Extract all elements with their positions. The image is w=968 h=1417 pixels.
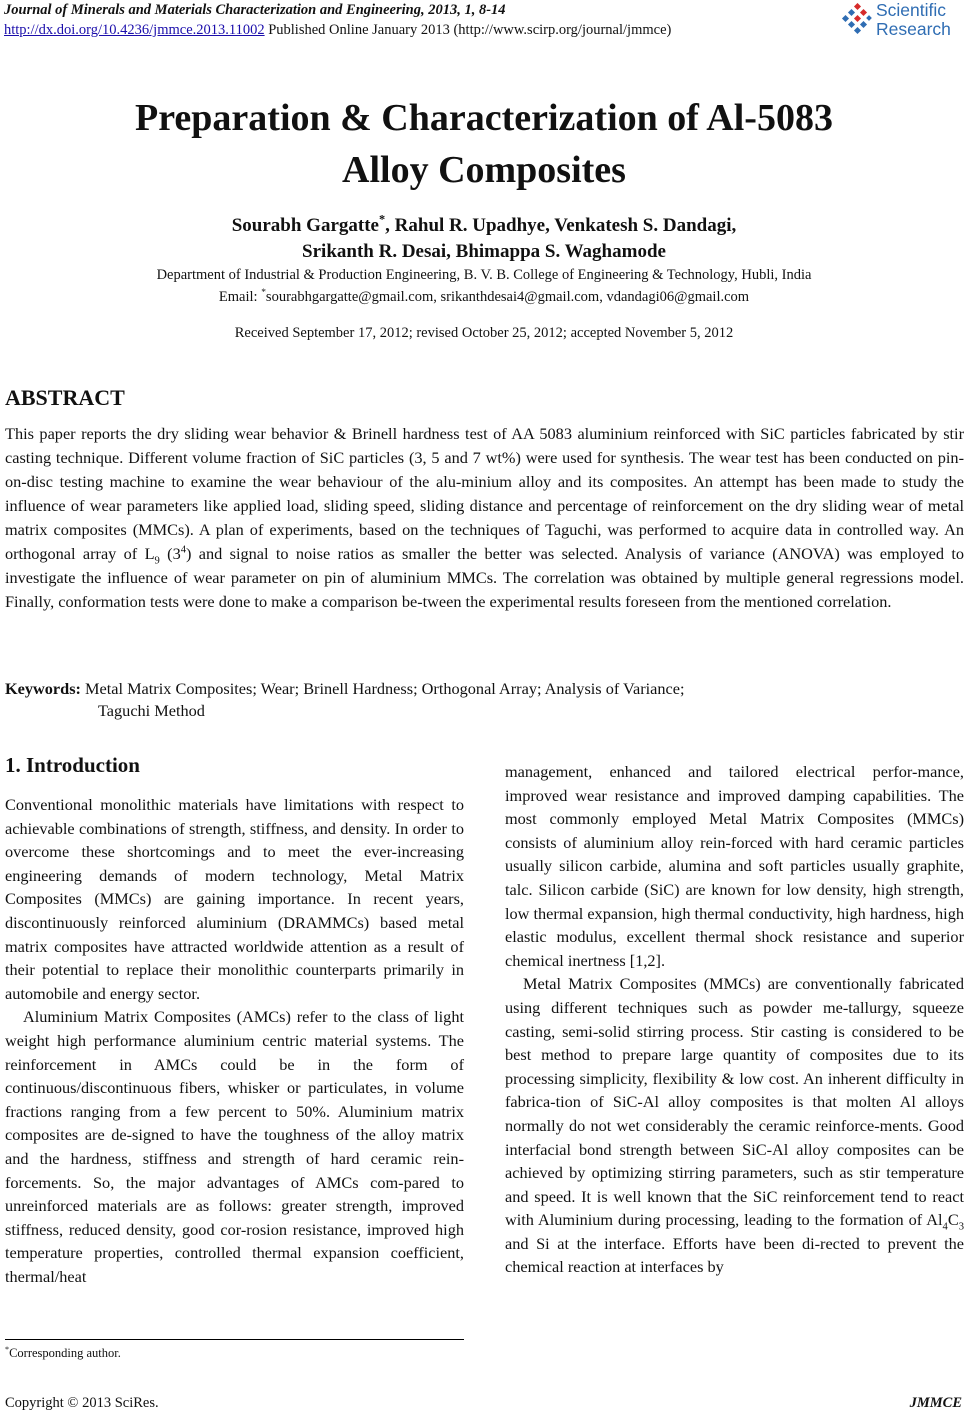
keywords-list: Metal Matrix Composites; Wear; Brinell Hardness; Orthogonal Array; Analysis of Variance; — [80, 679, 685, 698]
email-label: Email: — [218, 289, 262, 305]
left-column — [5, 793, 464, 1288]
intro-paragraph-4-part2: and Si at the interface. Efforts have been di-rected to prevent the chemical reaction at interfaces by — [505, 1233, 964, 1277]
corresponding-author-name: Sourabh Gargatte — [231, 215, 379, 236]
paper-title — [0, 92, 968, 196]
abstract-heading: ABSTRACT — [5, 385, 125, 410]
author-line2: Srikanth R. Desai, Bhimappa S. Waghamode — [302, 241, 666, 262]
carbon-symbol: C — [947, 1210, 959, 1230]
co-authors-line1: , Rahul R. Upadhye, Venkatesh S. Dandagi, — [385, 215, 737, 236]
email-addresses[interactable]: sourabhgargatte@gmail.com, srikanthdesai4@gmail.com, vdandagi06@gmail.com — [265, 289, 750, 305]
diamond-dots-icon — [840, 3, 874, 39]
intro-paragraph-1: Conventional monolithic materials have limitations with respect to achievable combinations of strength, stiffness, and density. In order to overcome these shortcomings and to meet the ever-increasing engineering demands of modern technology, Metal Matrix Composites (MMCs) are gaining importance. In recent years, discontinuously reinforced aluminium (DRAMMCs) based metal matrix composites have attracted worldwide attention as a result of their potential to replace their monolithic counterparts primarily in automobile and energy sector. — [5, 795, 464, 1003]
paper-title-line1: Preparation & Characterization of Al-5083 — [135, 97, 833, 139]
footnote — [5, 1346, 121, 1361]
abstract-text — [5, 422, 964, 614]
intro-paragraph-4 — [505, 972, 964, 1279]
footnote-divider — [5, 1339, 464, 1340]
keywords-label: Keywords: — [5, 679, 81, 698]
author-line1 — [0, 213, 968, 239]
footnote-text: Corresponding author. — [9, 1346, 121, 1360]
right-column — [505, 760, 964, 1279]
intro-paragraph-2: Aluminium Matrix Composites (AMCs) refer to the class of light weight high performance aluminium centric material systems. The reinforcement in AMCs could be in the form of continuous/discontinuous fibers, whisker or particulates, in volume fractions ranging from a few percent to 50%. Aluminium matrix composites are de-signed to have the toughness of the alloy matrix and the hardness, stiffness and strength of hard ceramic rein-forcements. So, the major advantages of AMCs com-pared to unreinforced materials are as follows: greater strength, improved stiffness, reduced density, good cor-rosion resistance, improved high temperature properties, controlled thermal expansion coefficient, thermal/heat — [5, 1007, 464, 1286]
intro-paragraph-3: management, enhanced and tailored electrical perfor-mance, improved wear resistance and improved damping capabilities. The most commonly employed Metal Matrix Composites (MMCs) consists of aluminium alloy rein-forced with hard ceramic particles usually silicon carbide, alumina and soft particles usually graphite, talc. Silicon carbide (SiC) are known for low density, high strength, low thermal expansion, high thermal conductivity, high hardness, high elastic modulus, excellent thermal shock resistance and superior chemical inertness [1,2]. — [505, 762, 964, 970]
journal-citation: Journal of Minerals and Materials Characterization and Engineering, 2013, 1, 8-14 — [4, 2, 506, 18]
abstract-text-part3: ) and signal to noise ratios as smaller the better was selected. Analysis of variance (ANOVA) was employed to investigate the influence of wear parameter on pin of aluminium MMCs. The correlation was obtained by multiple general regressions model. Finally, conformation tests were done to make a comparison be-tween the experimental results foreseen from the mentioned correlation. — [5, 544, 964, 611]
keywords-line — [5, 677, 964, 701]
affiliation-block — [0, 264, 968, 308]
journal-abbreviation: JMMCE — [909, 1395, 962, 1411]
doi-line — [4, 22, 671, 39]
section-heading-introduction: 1. Introduction — [5, 753, 140, 777]
abstract-text-part2: (3 — [159, 544, 181, 563]
affiliation: Department of Industrial & Production Engineering, B. V. B. College of Engineering & Technology, Hubli, India — [156, 267, 812, 283]
footnote-mark: * — [5, 1344, 10, 1354]
author-list — [0, 213, 968, 265]
email-line — [0, 286, 968, 308]
abstract-subscript: 9 — [154, 555, 160, 567]
doi-link[interactable]: http://dx.doi.org/10.4236/jmmce.2013.11002 — [4, 22, 265, 38]
copyright: Copyright © 2013 SciRes. — [5, 1395, 159, 1411]
al-subscript: 4 — [942, 1221, 948, 1233]
received-dates: Received September 17, 2012; revised October 25, 2012; accepted November 5, 2012 — [234, 325, 734, 341]
abstract-text-part1: This paper reports the dry sliding wear behavior & Brinell hardness test of AA 5083 aluminium reinforced with SiC particles fabricated by stir casting technique. Different volume fraction of SiC particles (3, 5 and 7 wt%) were used for synthesis. The wear test has been conducted on pin-on-disc testing machine to examine the wear behaviour of the alu-minium alloy and its composites. An attempt has been made to study the influence of wear parameters like applied load, sliding speed, sliding distance and percentage of reinforcement on the dry sliding wear of metal matrix composites (MMCs). A plan of experiments, based on the techniques of Taguchi, was performed to acquire data in controlled way. An orthogonal array of L — [5, 424, 964, 563]
published-online-text: Published Online January 2013 (http://www.scirp.org/journal/jmmce) — [264, 22, 672, 38]
publisher-logo — [840, 0, 962, 41]
intro-paragraph-4-part1: Metal Matrix Composites (MMCs) are conventionally fabricated using different techniques such as powder me-tallurgy, squeeze casting, semi-solid stirring process. Stir casting is considered to be best method to prepare large quantity of composites due to its processing simplicity, flexibility & low cost. An inherent difficulty in fabrica-tion of SiC-Al alloy composites is that molten Al alloys normally do not wet considerably the ceramic reinforce-ments. Good interfacial bond strength between SiC-Al alloy composites can be achieved by optimizing stirring parameters, such as stir temperature and speed. It is well known that the SiC reinforcement tend to react with Aluminium during processing, leading to the formation of Al — [505, 974, 964, 1230]
corresponding-mark: * — [378, 212, 386, 227]
email-mark: * — [261, 288, 266, 299]
publisher-name-line2: Research — [876, 19, 951, 39]
abstract-superscript: 4 — [180, 544, 187, 556]
c-subscript: 3 — [958, 1221, 964, 1233]
keywords-continuation: Taguchi Method — [98, 701, 205, 720]
publisher-name-line1: Scientific — [876, 0, 947, 20]
paper-title-line2: Alloy Composites — [342, 149, 626, 191]
publisher-name — [876, 1, 951, 39]
